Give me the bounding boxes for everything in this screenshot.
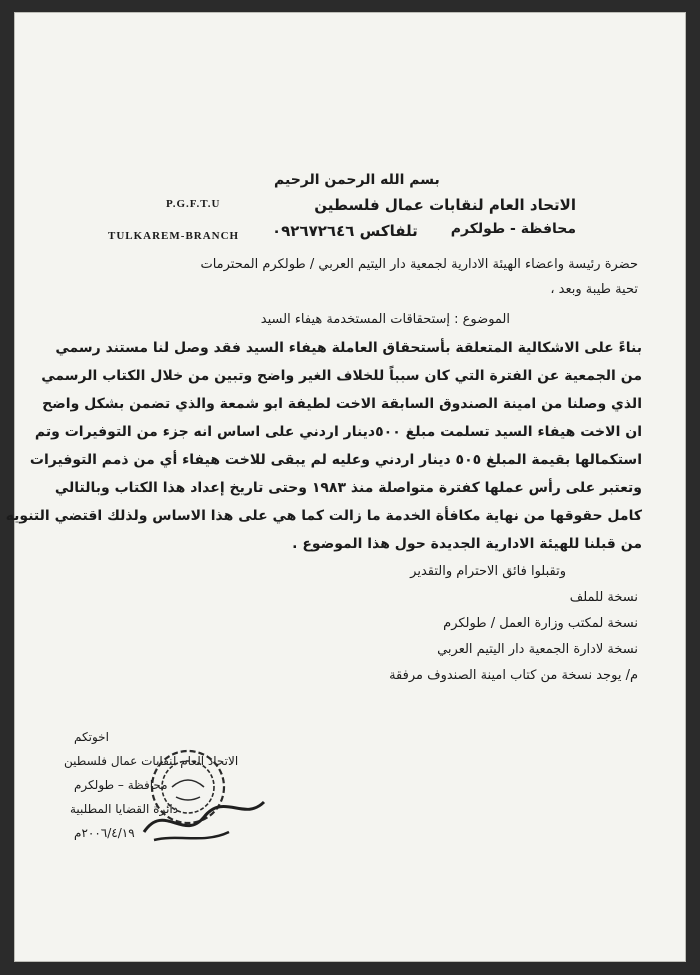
sign-line: محافظة – طولكرم (74, 778, 168, 792)
org-abbreviation: P.G.F.T.U (166, 198, 221, 210)
union-name: الاتحاد العام لنقابات عمال فلسطين (314, 196, 576, 214)
basmala: بسم الله الرحمن الرحيم (274, 172, 440, 188)
greeting: تحية طيبة وبعد ، (550, 282, 638, 297)
body-line: وتعتبر على رأس عملها كفترة متواصلة منذ ١٩٨٣ وحتى تاريخ إعداد هذا الكتاب وبالتالي (54, 480, 642, 496)
phone-number: ٠٩٢٦٧٢٦٤٦ (272, 222, 355, 240)
closing: وتقبلوا فائق الاحترام والتقدير (410, 564, 566, 579)
branch-english: TULKAREM-BRANCH (108, 230, 240, 242)
body-line: الذي وصلنا من امينة الصندوق السابقة الاخت لطيفة ابو شمعة والذي تضمن بشكل واضح (42, 396, 642, 412)
recipient-line: حضرة رئيسة واعضاء الهيئة الادارية لجمعية دار اليتيم العربي / طولكرم المحترمات (200, 257, 638, 272)
copy-line: نسخة لمكتب وزارة العمل / طولكرم (443, 616, 638, 631)
body-line: بناءً على الاشكالية المتعلقة بأستحقاق العاملة هيفاء السيد فقد وصل لنا مستند رسمي (55, 340, 642, 356)
copy-line: نسخة لادارة الجمعية دار اليتيم العربي (437, 642, 638, 657)
copy-line: م/ يوجد نسخة من كتاب امينة الصندوف مرفقة (389, 668, 638, 683)
branch-arabic: محافظة - طولكرم (450, 221, 576, 237)
sign-line: الاتحاد العام لنقابات عمال فلسطين (64, 754, 239, 768)
phone-block (272, 222, 418, 240)
body-line: استكمالها بقيمة المبلغ ٥٠٥ دينار اردني وعليه لم يبقى للاخت هيفاء أي من ذمم التوفيرات (29, 452, 642, 468)
sign-line: اخوتكم (74, 730, 109, 744)
body-line: كامل حقوقها من نهاية مكافأة الخدمة ما زالت كما هي على هذا الاساس ولذلك اقتضي التنويه (5, 508, 642, 524)
body-line: من قبلنا للهيئة الادارية الجديدة حول هذا الموضوع . (292, 536, 642, 552)
handwritten-signature (134, 782, 274, 852)
date-line: ٢٠٠٦/٤/١٩م (74, 826, 135, 840)
letter-page (5, 12, 686, 962)
subject-line: الموضوع : إستحقاقات المستخدمة هيفاء السيد (260, 312, 510, 327)
sign-line: دائرة القضايا المطلبية (70, 802, 179, 816)
telefax-label: تلفاكس (359, 222, 418, 240)
copy-line: نسخة للملف (569, 590, 638, 605)
body-line: من الجمعية عن الفترة التي كان سبباً للخلاف الغير واضح وتبين من خلال الكتاب الرسمي (41, 368, 642, 384)
body-line: ان الاخت هيفاء السيد تسلمت مبلغ ٥٠٠دينار اردني على اساس انه جزء من التوفيرات وتم (34, 424, 642, 440)
